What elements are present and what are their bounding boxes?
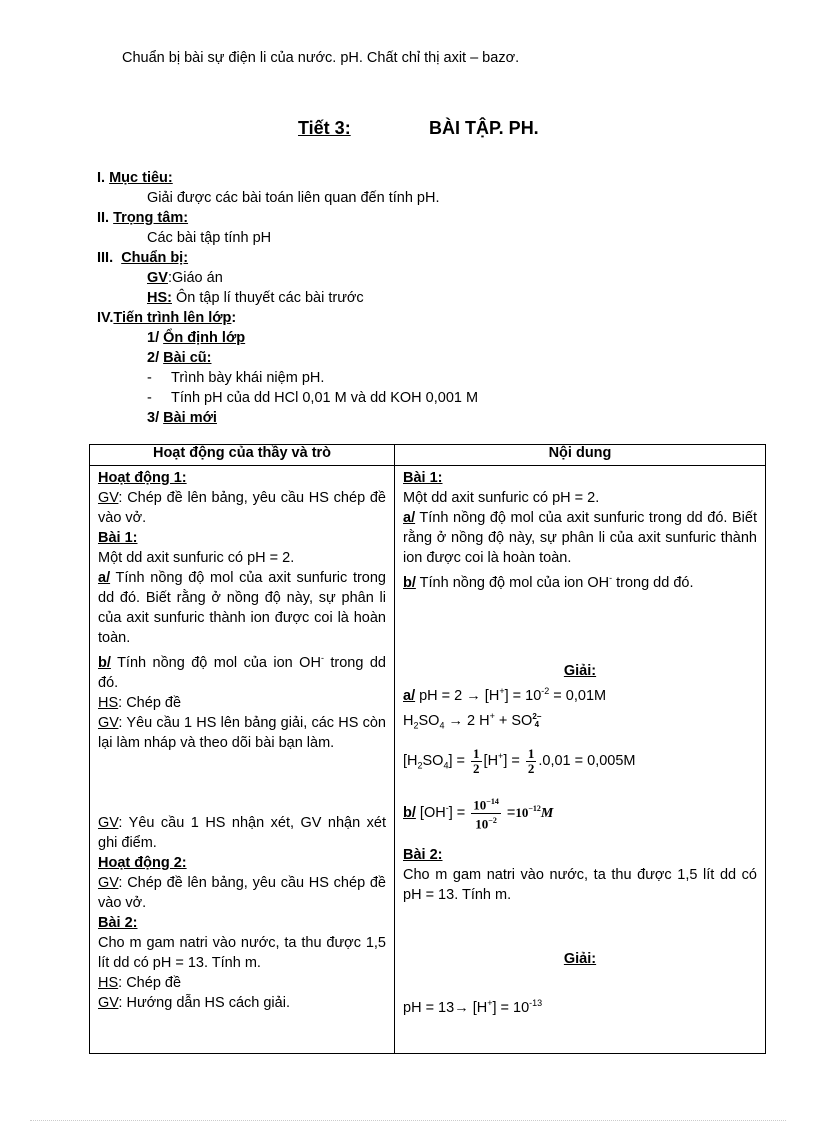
activity-column: Hoạt động 1: GV: Chép đề lên bảng, yêu cầu HS chép đề vào vở. Bài 1: Một dd axit sunfuric có pH = 2. a/ Tính nồng độ mol của axit sunfuric trong dd đó. Biết rằng ở nồng độ này, sự phân li của axit sunfuric thành ion được coi là hoàn toàn. b/ Tính nồng độ mol của ion OH- trong dd đó. HS: Chép đề GV: Yêu cầu 1 HS lên bảng giải, các HS còn lại làm nháp và theo dõi bài bạn làm. GV: Yêu cầu 1 HS nhận xét, GV nhận xét ghi điểm. Hoạt động 2: GV: Chép đề lên bảng, yêu cầu HS chép đề vào vở. Bài 2: Cho m gam natri vào nước, ta thu được 1,5 lít dd có pH = 13. Tính m. HS: Chép đề GV: Hướng dẫn HS cách giải. xyxy=(90,466,395,1054)
equation-3: $[H_2SO_4]$ = $\frac{1}{2}$ [H+] = $\frac{1}{2}$ .0,01 = 0,005M xyxy=(403,745,636,776)
page-divider xyxy=(30,1120,786,1121)
solution-heading: Giải: xyxy=(563,950,597,967)
objectives-text: Giải được các bài toán liên quan đến tính pH. xyxy=(147,190,440,206)
column-header-content: Nội dung xyxy=(395,445,766,466)
content-column: Bài 1: Một dd axit sunfuric có pH = 2. a/ Tính nồng độ mol của axit sunfuric trong dd đó. Biết rằng ở nồng độ này, sự phân li của axit sunfuric thành ion được coi là hoàn toàn. b/ Tính nồng độ mol của ion OH- trong dd đó. Giải: a/ pH = $2 \to [H^+] = 10^{-2} = 0,01M$ $H_2SO_4 \to 2$ H+ + SO 2− 4 $[H_2SO_4]$ = $\frac{1}{2}$ [H+] = $\frac{1}{2}$ .0,01 = 0,005M b/ [OH-] = $\frac{10^{-14}}{10^{-2}}$ $=10^{-12}M$ Bài 2: Cho m gam natri vào nước, ta thu được 1,5 lít dd có pH = 13. Tính m. Giải: pH = $13\to [H^+] = 10^{-13}$ xyxy=(395,466,766,1054)
section-objectives: I. Mục tiêu: xyxy=(97,170,173,186)
activity-table xyxy=(89,444,766,1054)
step-3: 3/ Bài mới xyxy=(147,410,217,426)
column-header-activity: Hoạt động của thầy và trò xyxy=(90,445,395,466)
old-lesson-item: - Trình bày khái niệm pH. xyxy=(147,370,325,386)
equation-4: b/ [OH-] = $\frac{10^{-14}}{10^{-2}}$ $=10^{-12}M$ xyxy=(403,797,554,831)
step-2: 2/ Bài cũ: xyxy=(147,350,212,366)
activity-1-heading: Hoạt động 1: xyxy=(98,470,187,486)
section-preparation: III. Chuẩn bị: xyxy=(97,250,189,266)
intro-text: Chuẩn bị bài sự điện li của nước. pH. Chất chỉ thị axit – bazơ. xyxy=(122,50,520,66)
equation-5: pH = $13\to [H^+] = 10^{-13}$ xyxy=(403,997,543,1016)
lesson-label: Tiết 3: xyxy=(298,118,351,138)
step-1: 1/ Ổn định lớp xyxy=(147,330,246,346)
exercise-1-heading: Bài 1: xyxy=(403,470,443,486)
section-focus: II. Trọng tâm: xyxy=(97,210,189,226)
old-lesson-item: - Tính pH của dd HCl 0,01 M và dd KOH 0,001 M xyxy=(147,390,479,406)
lesson-name: BÀI TẬP. PH. xyxy=(429,118,539,138)
section-heading: Tiến trình lên lớp xyxy=(113,310,232,326)
exercise-1-heading: Bài 1: xyxy=(98,530,138,546)
section-heading: Mục tiêu: xyxy=(109,170,173,186)
equation-1: a/ pH = $2 \to [H^+] = 10^{-2} = 0,01M$ xyxy=(403,685,607,704)
section-heading: Chuẩn bị: xyxy=(121,250,189,266)
section-heading: Trọng tâm: xyxy=(113,210,189,226)
prep-teacher: GV:Giáo án xyxy=(147,270,223,286)
exercise-2-heading: Bài 2: xyxy=(403,846,443,863)
prep-student: HS: Ôn tập lí thuyết các bài trước xyxy=(147,290,364,306)
section-procedure: IV.Tiến trình lên lớp: xyxy=(97,310,237,326)
equation-2: $H_2SO_4 \to 2$ H+ + SO 2− 4 xyxy=(403,710,542,731)
activity-2-heading: Hoạt động 2: xyxy=(98,854,187,871)
solution-heading: Giải: xyxy=(563,662,597,679)
exercise-2-heading: Bài 2: xyxy=(98,914,138,931)
focus-text: Các bài tập tính pH xyxy=(147,230,272,246)
